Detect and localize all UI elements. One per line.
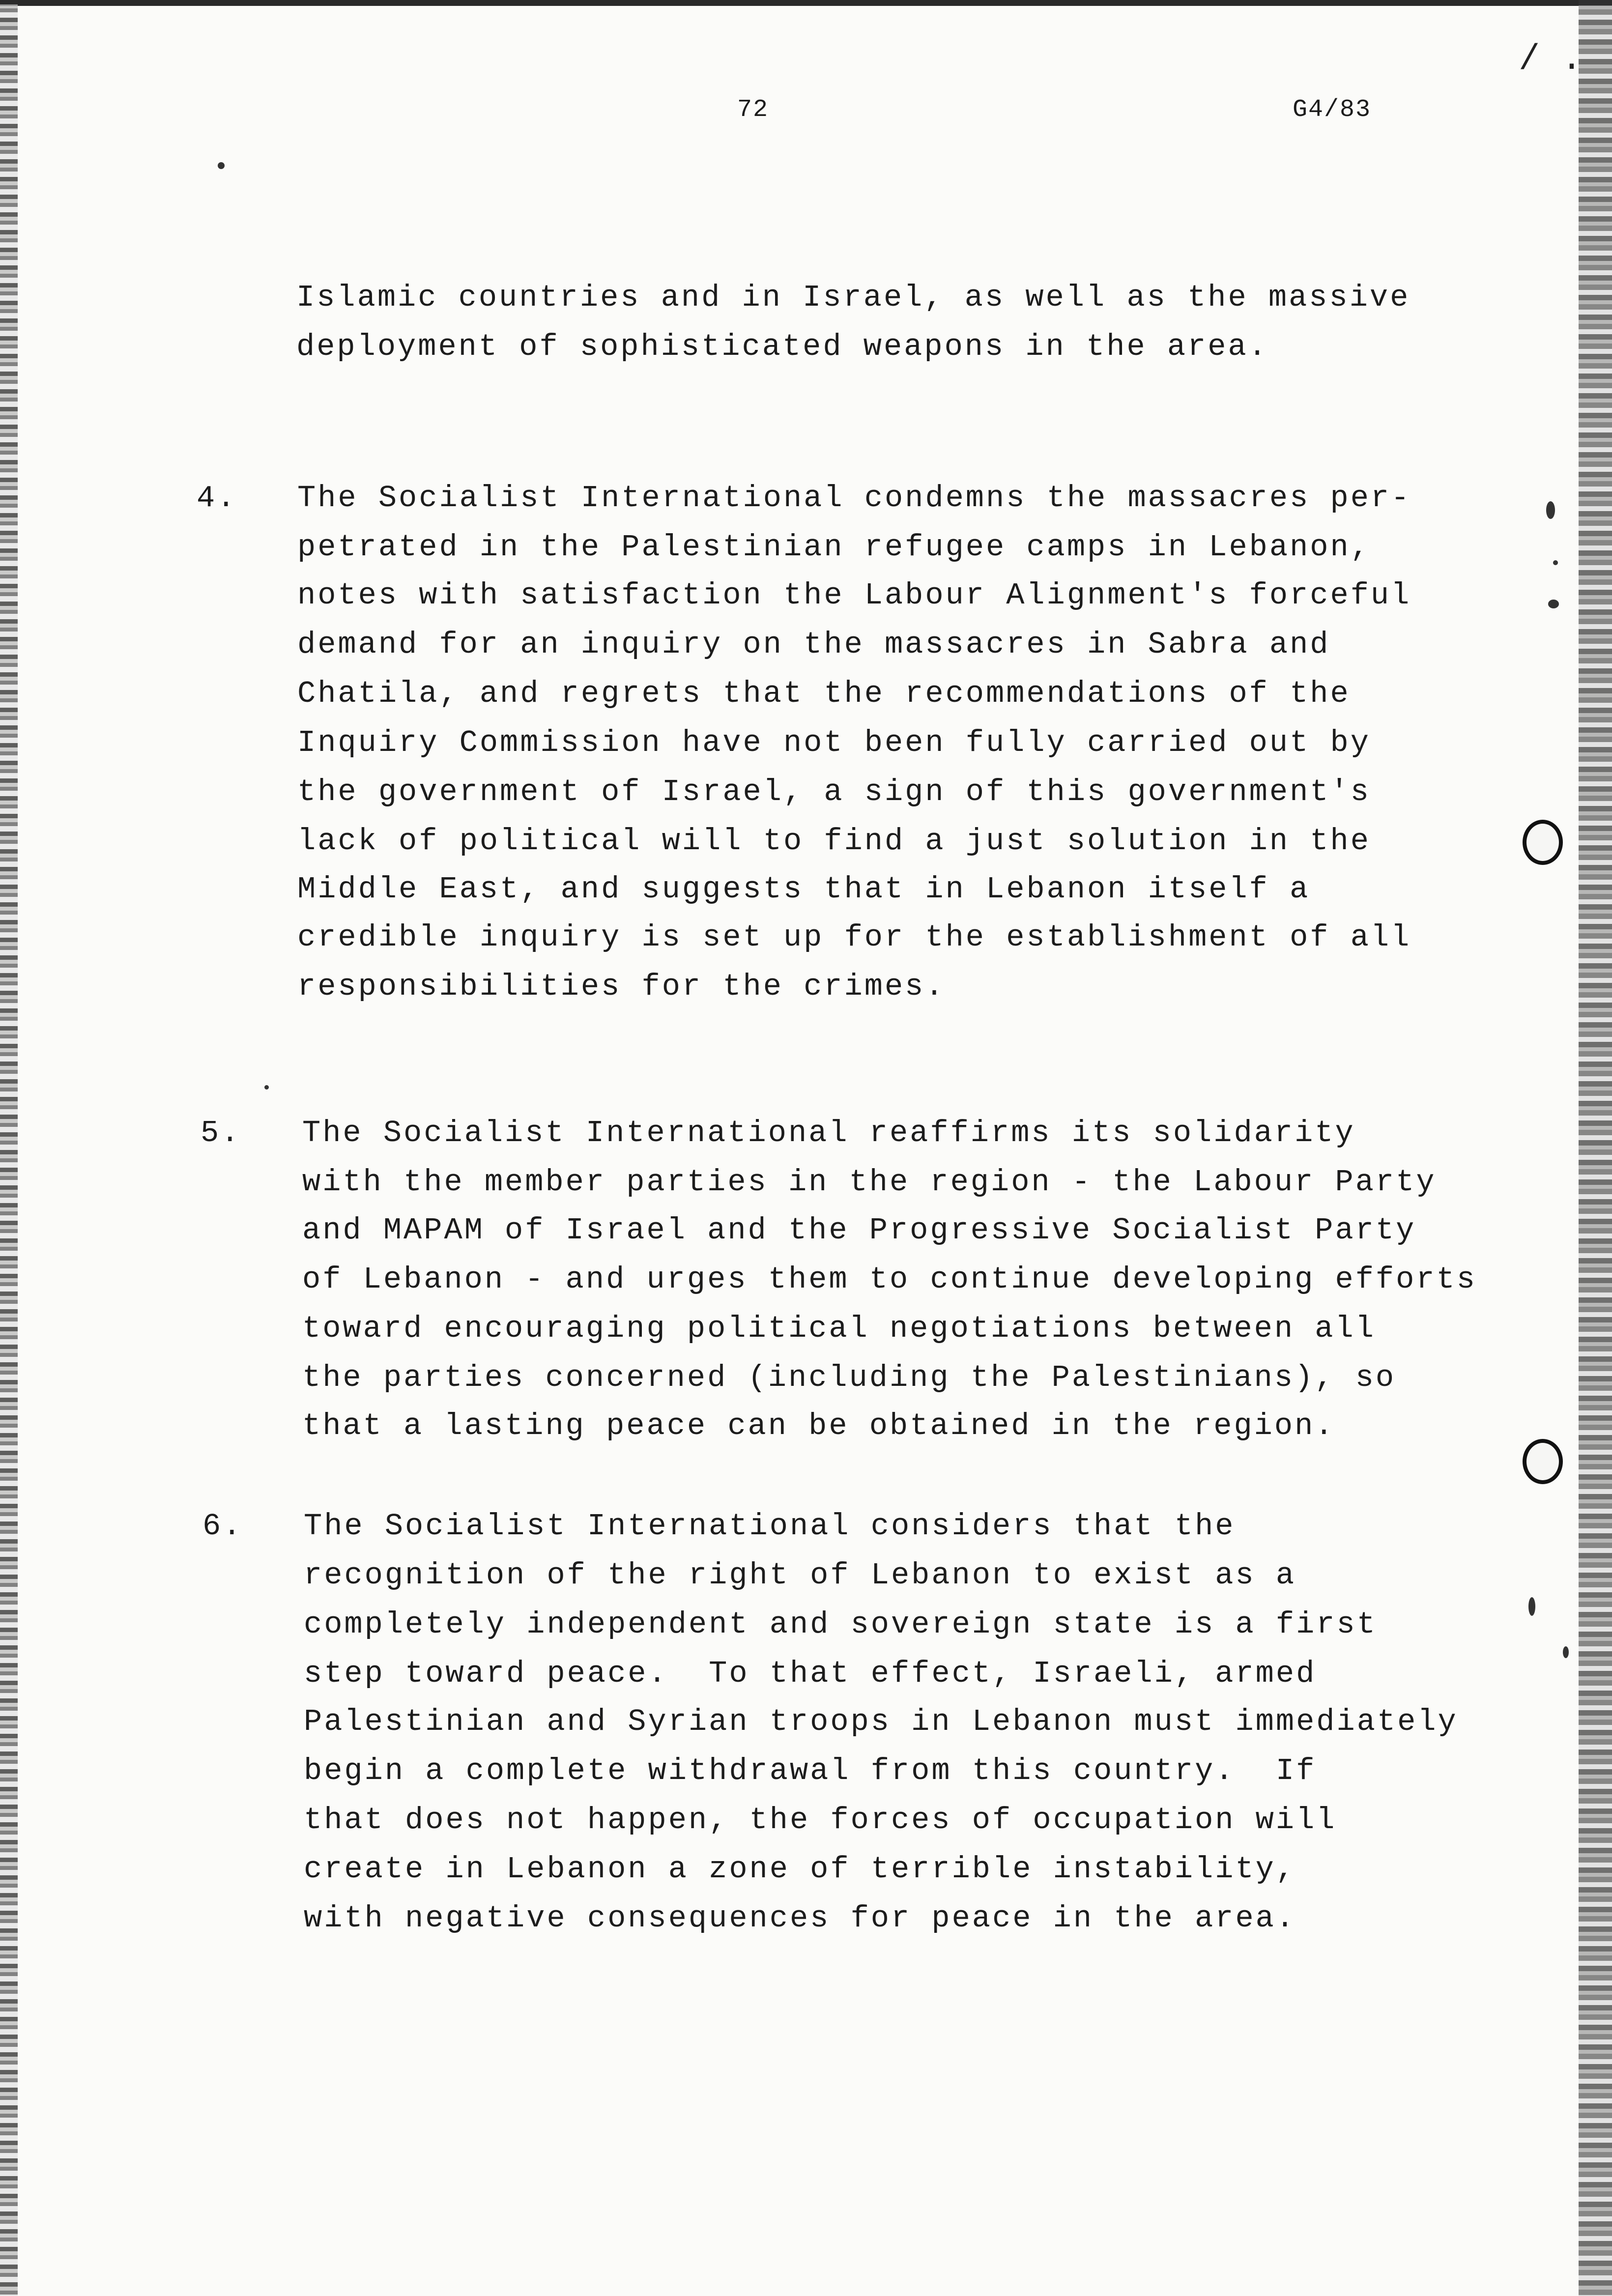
text-line: with negative consequences for peace in the area.: [304, 1901, 1296, 1936]
text-line: recognition of the right of Lebanon to exist as a: [304, 1558, 1296, 1593]
text-line: deployment of sophisticated weapons in the area.: [296, 329, 1268, 364]
text-line: completely independent and sovereign state is a first: [304, 1607, 1377, 1642]
text-line: with the member parties in the region - the Labour Party: [302, 1165, 1437, 1200]
text-line: the parties concerned (including the Palestinians), so: [302, 1360, 1396, 1395]
text-line: petrated in the Palestinian refugee camps in Lebanon,: [297, 530, 1371, 565]
scan-speck: [1553, 560, 1558, 565]
text-line: Palestinian and Syrian troops in Lebanon must immediately: [304, 1704, 1458, 1739]
text-line: The Socialist International condemns the massacres per-: [297, 481, 1411, 516]
text-line: The Socialist International reaffirms its solidarity: [302, 1116, 1355, 1150]
text-line: demand for an inquiry on the massacres in Sabra and: [297, 627, 1330, 662]
punch-hole-upper: [1523, 820, 1563, 865]
text-line: Inquiry Commission have not been fully carried out by: [297, 725, 1371, 760]
corner-handwritten-mark: / .: [1519, 39, 1583, 80]
paragraph-number: 5.: [201, 1116, 241, 1150]
scan-speck: [1563, 1646, 1569, 1658]
text-line: step toward peace. To that effect, Israeli, armed: [304, 1656, 1317, 1691]
text-line: Chatila, and regrets that the recommendations of the: [297, 676, 1351, 711]
scan-right-edge: [1579, 0, 1612, 2296]
paragraph-number: 4.: [197, 481, 237, 516]
text-line: begin a complete withdrawal from this country. If: [304, 1753, 1317, 1788]
text-line: lack of political will to find a just solution in the: [297, 824, 1371, 859]
text-line: that a lasting peace can be obtained in the region.: [302, 1408, 1335, 1443]
text-line: the government of Israel, a sign of this government's: [297, 775, 1371, 809]
text-line: create in Lebanon a zone of terrible instability,: [304, 1852, 1296, 1887]
text-line: The Socialist International considers that the: [304, 1509, 1236, 1544]
page-number: 72: [737, 96, 769, 124]
scan-speck: [218, 162, 225, 169]
document-reference: G4/83: [1293, 96, 1372, 124]
scan-top-border: [0, 0, 1612, 6]
text-line: of Lebanon - and urges them to continue developing efforts: [302, 1262, 1477, 1297]
scan-speck: [1548, 600, 1559, 608]
scan-left-edge: [0, 0, 18, 2296]
text-line: and MAPAM of Israel and the Progressive Socialist Party: [302, 1213, 1416, 1248]
scan-speck: [1528, 1597, 1535, 1616]
text-line: responsibilities for the crimes.: [297, 969, 946, 1004]
text-line: credible inquiry is set up for the establishment of all: [297, 920, 1411, 955]
scan-speck: [1546, 501, 1555, 519]
text-line: Islamic countries and in Israel, as well as the massive: [296, 280, 1410, 315]
text-line: notes with satisfaction the Labour Alignment's forceful: [297, 578, 1411, 613]
scan-speck: [264, 1085, 269, 1090]
text-line: toward encouraging political negotiations between all: [302, 1311, 1376, 1346]
punch-hole-lower: [1523, 1439, 1563, 1484]
paragraph-number: 6.: [202, 1509, 243, 1544]
text-line: that does not happen, the forces of occupation will: [304, 1803, 1337, 1837]
text-line: Middle East, and suggests that in Lebanon itself a: [297, 872, 1310, 907]
